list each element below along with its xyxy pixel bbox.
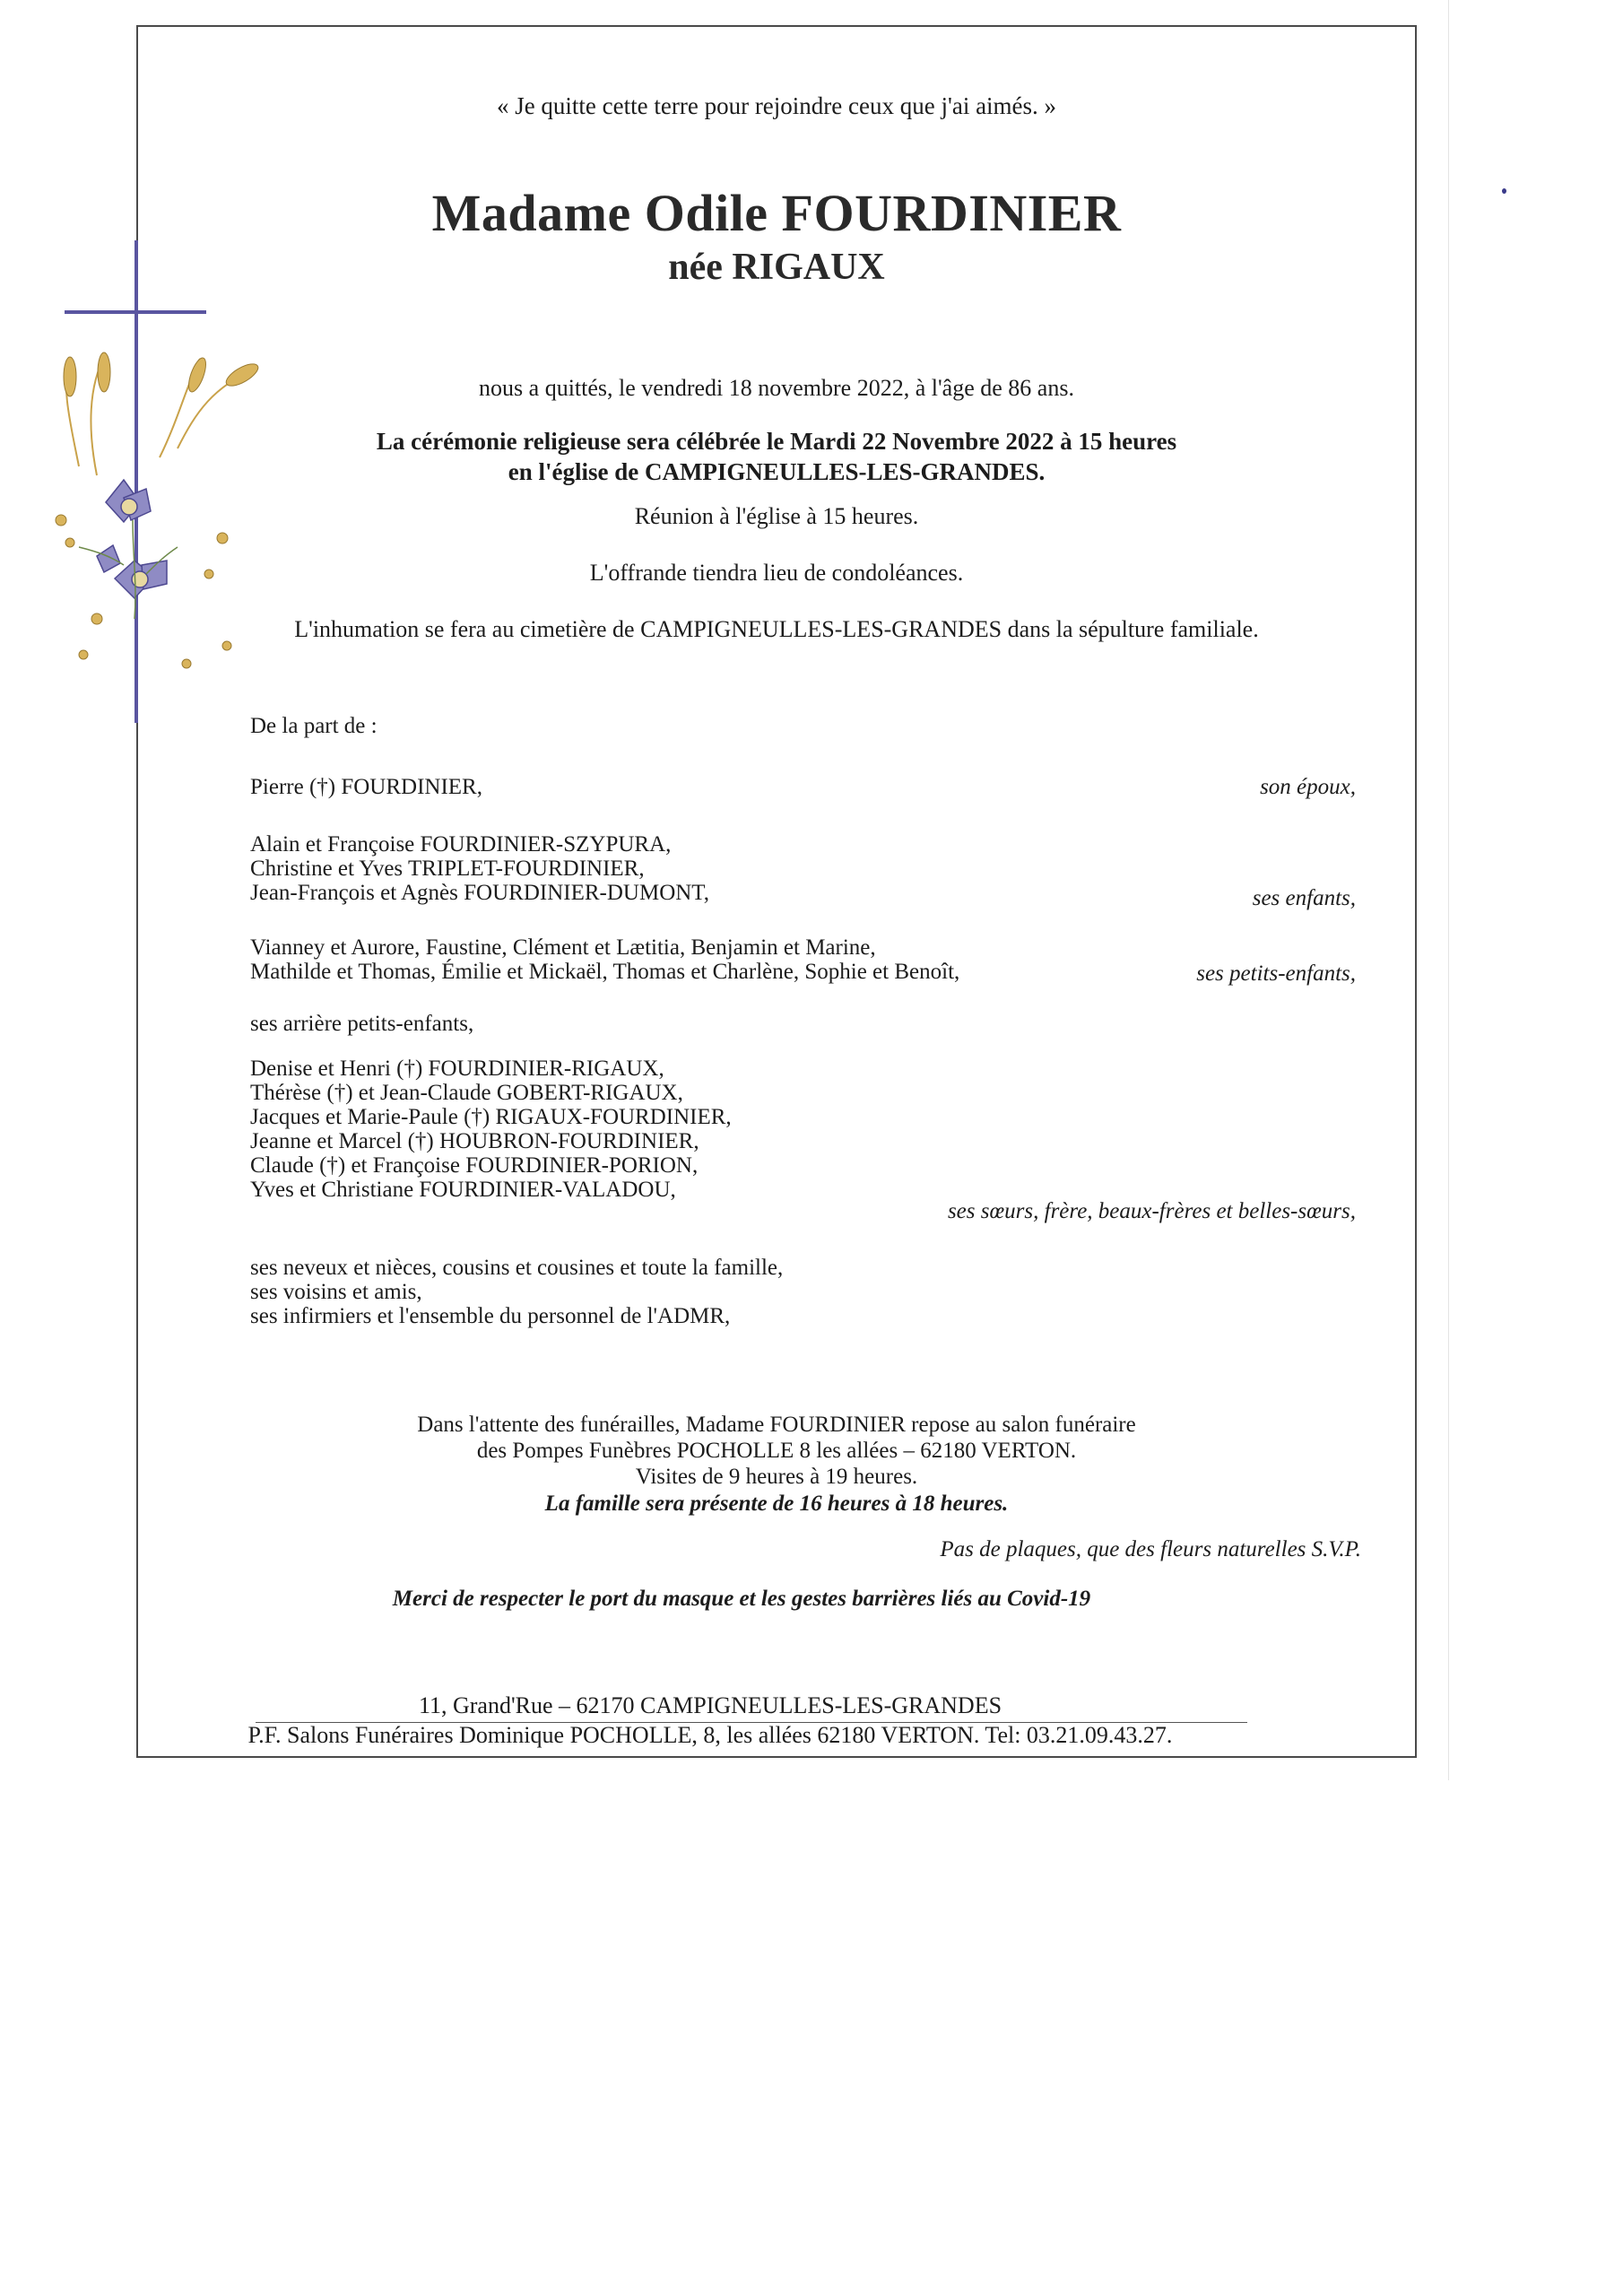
burial-text: L'inhumation se fera au cimetière de CAMPIGNEULLES-LES-GRANDES dans la sépulture familiale.: [294, 616, 1259, 642]
covid-note: Merci de respecter le port du masque et les gestes barrières liés au Covid-19: [392, 1587, 1091, 1611]
family-intro: De la part de :: [250, 714, 378, 738]
ceremony-line-2: en l'église de CAMPIGNEULLES-LES-GRANDES.: [508, 458, 1046, 485]
funeral-line-3: Visites de 9 heures à 19 heures.: [635, 1465, 918, 1489]
relation-label: son époux,: [1260, 775, 1356, 799]
death-announcement: nous a quittés, le vendredi 18 novembre 2022, à l'âge de 86 ans.: [479, 375, 1074, 401]
page-edge: [1448, 0, 1449, 1780]
family-line: ses arrière petits-enfants,: [250, 1012, 474, 1036]
family-line: Denise et Henri (†) FOURDINIER-RIGAUX,: [250, 1057, 664, 1081]
family-line: Thérèse (†) et Jean-Claude GOBERT-RIGAUX,: [250, 1081, 683, 1105]
funeral-home-line: P.F. Salons Funéraires Dominique POCHOLLE, 8, les allées 62180 VERTON. Tel: 03.21.09.43.27.: [247, 1722, 1173, 1748]
relation-label: ses enfants,: [1252, 886, 1356, 910]
family-line: Claude (†) et Françoise FOURDINIER-PORION,: [250, 1153, 699, 1178]
no-plaques-note: Pas de plaques, que des fleurs naturelles S.V.P.: [940, 1537, 1361, 1561]
family-line: Mathilde et Thomas, Émilie et Mickaël, Thomas et Charlène, Sophie et Benoît,: [250, 960, 960, 984]
family-line: Christine et Yves TRIPLET-FOURDINIER,: [250, 857, 645, 881]
family-line: Jeanne et Marcel (†) HOUBRON-FOURDINIER,: [250, 1129, 699, 1153]
ceremony-line-1: La cérémonie religieuse sera célébrée le Mardi 22 Novembre 2022 à 15 heures: [376, 428, 1177, 455]
offering-text: L'offrande tiendra lieu de condoléances.: [589, 560, 964, 586]
family-line: Yves et Christiane FOURDINIER-VALADOU,: [250, 1178, 676, 1202]
family-line: ses neveux et nièces, cousins et cousines et toute la famille,: [250, 1256, 784, 1280]
cross-arm: [65, 310, 206, 314]
funeral-line-4: La famille sera présente de 16 heures à 18 heures.: [544, 1492, 1009, 1516]
family-line: Jacques et Marie-Paule (†) RIGAUX-FOURDINIER,: [250, 1105, 732, 1129]
family-line: Pierre (†) FOURDINIER,: [250, 775, 482, 799]
family-line: Jean-François et Agnès FOURDINIER-DUMONT,: [250, 881, 709, 905]
family-line: Alain et Françoise FOURDINIER-SZYPURA,: [250, 832, 672, 857]
epigraph-quote: « Je quitte cette terre pour rejoindre ceux que j'ai aimés. »: [496, 92, 1057, 119]
family-line: ses infirmiers et l'ensemble du personnel de l'ADMR,: [250, 1304, 731, 1328]
deceased-name: Madame Odile FOURDINIER: [431, 184, 1122, 242]
scan-speck: [1502, 188, 1506, 194]
relation-label: ses petits-enfants,: [1196, 961, 1356, 986]
family-line: Vianney et Aurore, Faustine, Clément et Lætitia, Benjamin et Marine,: [250, 935, 876, 960]
funeral-line-1: Dans l'attente des funérailles, Madame FOURDINIER repose au salon funéraire: [417, 1413, 1136, 1437]
relation-label: ses sœurs, frère, beaux-frères et belles-sœurs,: [947, 1199, 1356, 1223]
reunion-text: Réunion à l'église à 15 heures.: [634, 503, 919, 529]
family-line: ses voisins et amis,: [250, 1280, 422, 1304]
address-line: 11, Grand'Rue – 62170 CAMPIGNEULLES-LES-GRANDES: [418, 1692, 1002, 1718]
funeral-line-2: des Pompes Funèbres POCHOLLE 8 les allées – 62180 VERTON.: [476, 1439, 1077, 1463]
maiden-name: née RIGAUX: [668, 247, 885, 288]
